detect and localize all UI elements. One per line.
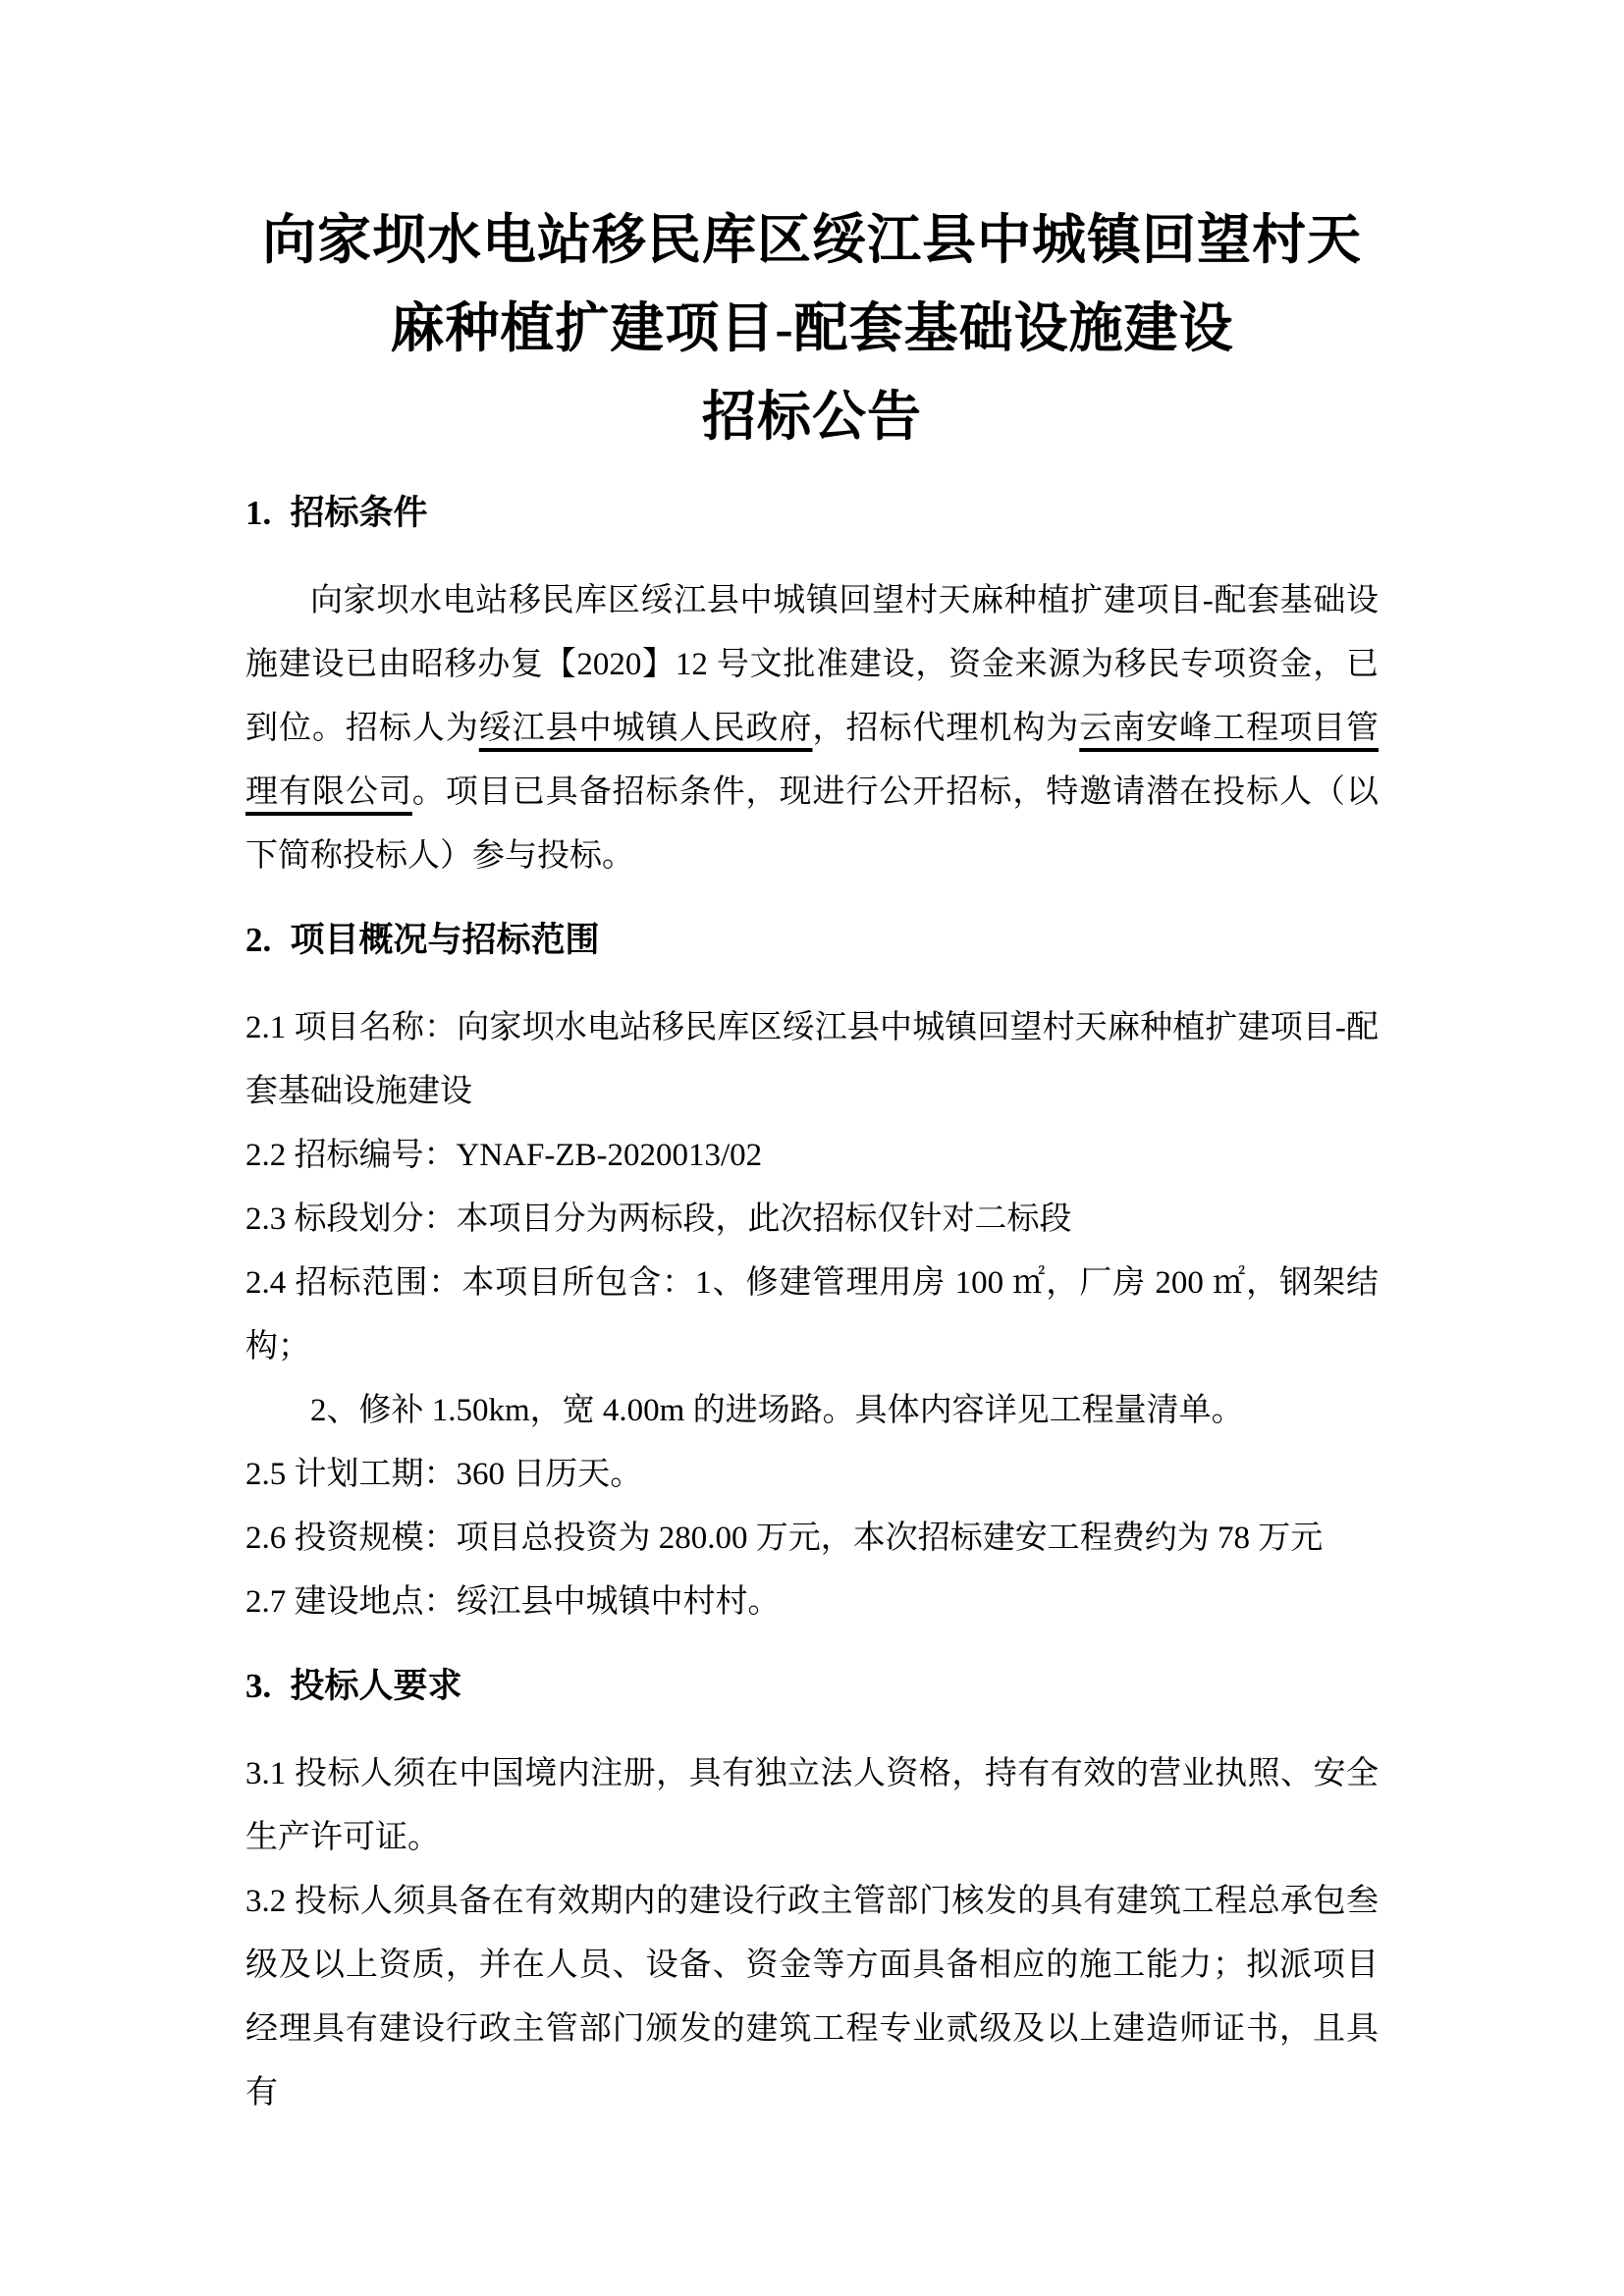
section-2-title-text: 项目概况与招标范围	[290, 921, 600, 959]
list-item-2-6: 2.6 投资规模：项目总投资为 280.00 万元，本次招标建安工程费约为 78 万元	[245, 1521, 1324, 1556]
section-1-number: 1.	[245, 494, 272, 532]
paragraph-segment: 向家坝水电站移民库区绥江县中城镇回望村天麻种植扩建项目-配套基础设施建设已由昭移办复【2020】12 号文批准建设，资金来源为移民专项资金，已到位。招标人为	[245, 583, 1379, 746]
list-item-2-7: 2.7 建设地点：绥江县中城镇中村村。	[245, 1584, 781, 1620]
list-item-2-5: 2.5 计划工期：360 日历天。	[245, 1457, 643, 1492]
list-item-2-4-continuation: 2、修补 1.50km，宽 4.00m 的进场路。具体内容详见工程量清单。	[310, 1393, 1244, 1428]
section-3-number: 3.	[245, 1667, 272, 1705]
section-2-heading	[245, 908, 1379, 972]
document-title-line-2: 麻种植扩建项目-配套基础设施建设	[390, 298, 1234, 358]
para-3-2: 3.2 投标人须具备在有效期内的建设行政主管部门核发的具有建筑工程总承包叁级及以上资质，并在人员、设备、资金等方面具备相应的施工能力；拟派项目经理具有建设行政主管部门颁发的建筑工程专业贰级及以上建造师证书，且具有	[245, 1884, 1379, 2110]
tenderee-name-underlined: 绥江县中城镇人民政府	[478, 711, 813, 746]
section-2-number: 2.	[245, 921, 272, 959]
document-title-line-1: 向家坝水电站移民库区绥江县中城镇回望村天	[261, 210, 1362, 270]
section-1-paragraph	[245, 569, 1379, 888]
section-3-title-text: 投标人要求	[290, 1667, 462, 1705]
agency-name-underlined: 云南安峰工程项目管理有限公司	[245, 711, 1380, 810]
document-title	[245, 196, 1379, 461]
section-3-heading	[245, 1654, 1379, 1718]
list-item-2-1: 2.1 项目名称：向家坝水电站移民库区绥江县中城镇回望村天麻种植扩建项目-配套基础设施建设	[245, 1010, 1379, 1109]
section-1-title-text: 招标条件	[290, 494, 428, 532]
list-item-2-4: 2.4 招标范围：本项目所包含：1、修建管理用房 100 ㎡，厂房 200 ㎡，钢架结构；	[245, 1265, 1379, 1364]
paragraph-segment: 。项目已具备招标条件，现进行公开招标，特邀请潜在投标人（以下简称投标人）参与投标。	[245, 774, 1380, 874]
section-1-heading	[245, 481, 1379, 545]
paragraph-segment: ，招标代理机构为	[812, 711, 1080, 746]
para-3-1: 3.1 投标人须在中国境内注册，具有独立法人资格，持有有效的营业执照、安全生产许可证。	[245, 1756, 1379, 1855]
section-2-items	[245, 996, 1379, 1634]
list-item-2-2: 2.2 招标编号：YNAF-ZB-2020013/02	[245, 1138, 763, 1173]
list-item-2-3: 2.3 标段划分：本项目分为两标段，此次招标仅针对二标段	[245, 1201, 1072, 1237]
document-title-line-3: 招标公告	[701, 387, 922, 447]
